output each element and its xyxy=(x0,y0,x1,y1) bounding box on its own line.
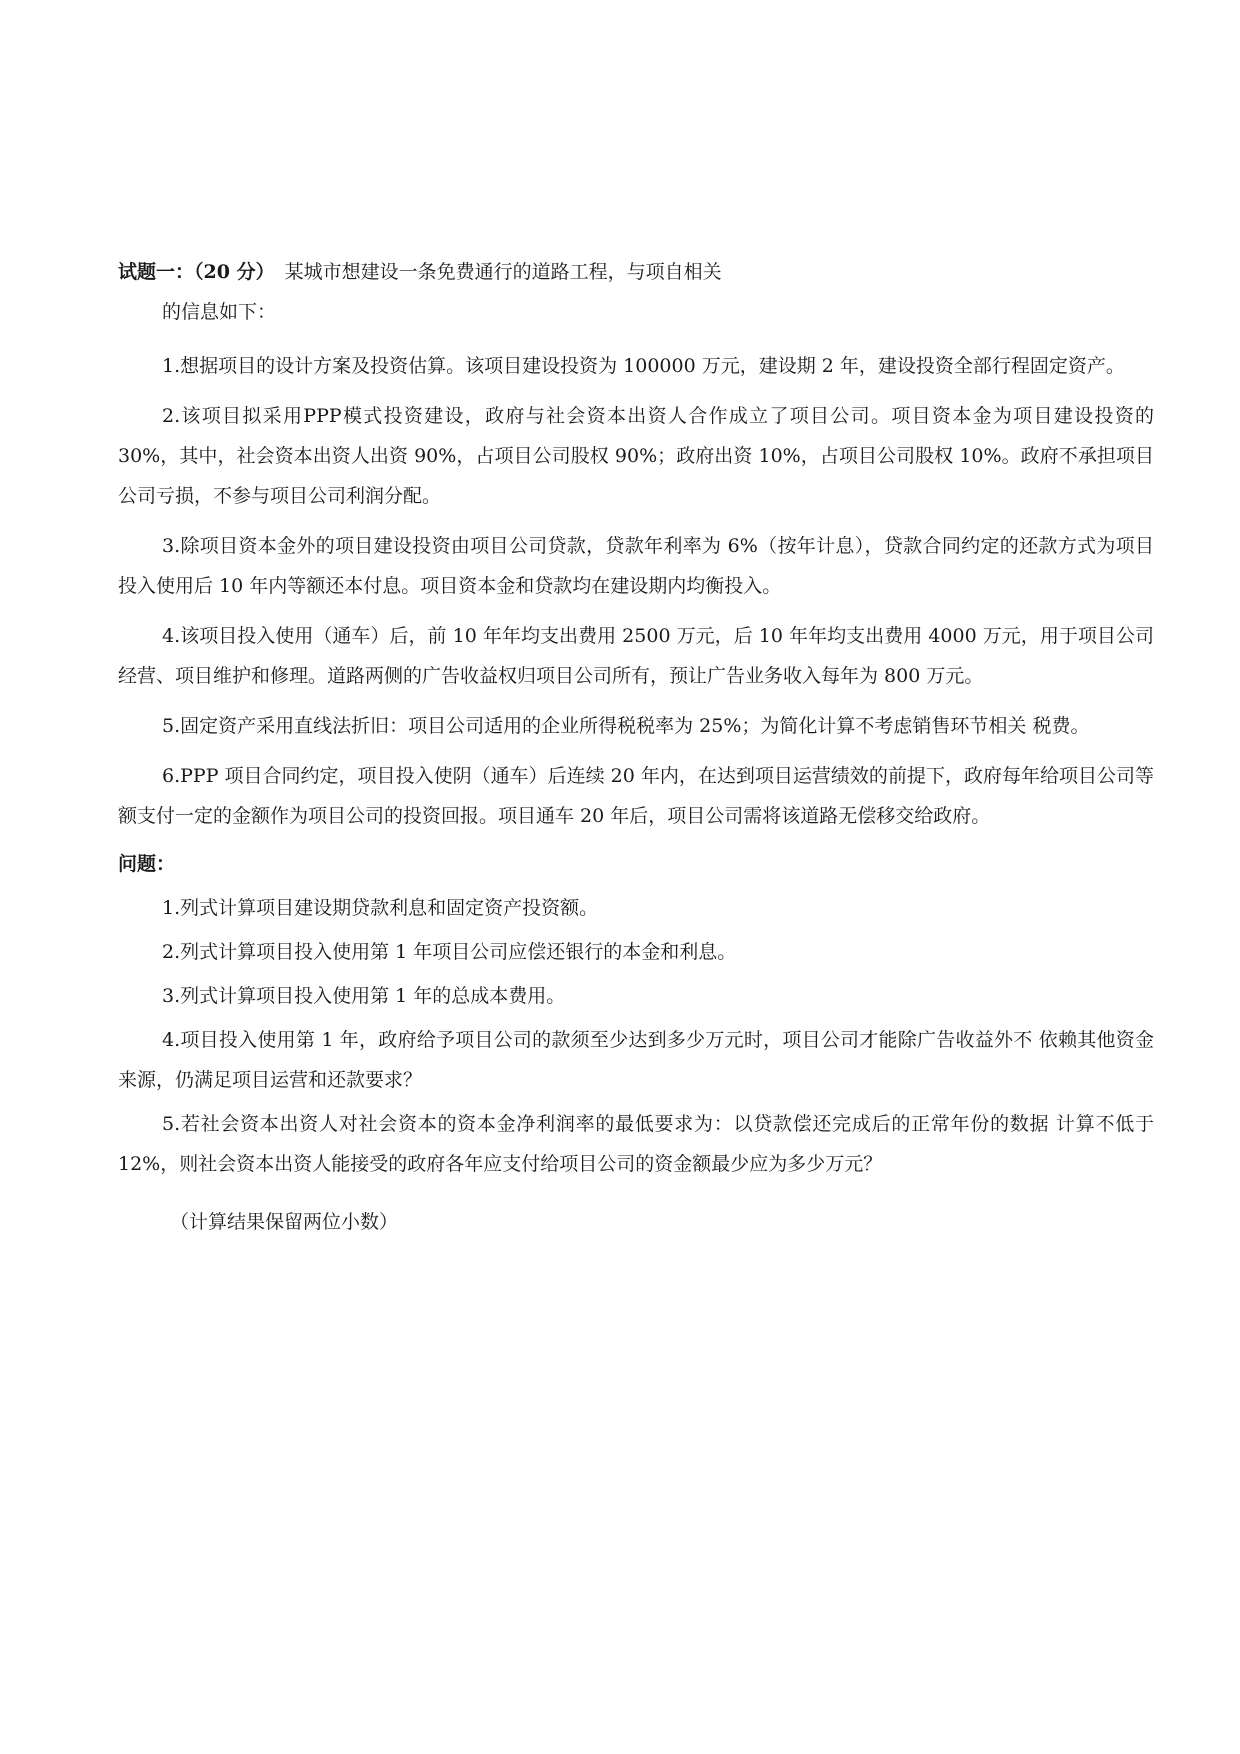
info-paragraph-5: 5.固定资产采用直线法折旧：项目公司适用的企业所得税税率为 25%；为简化计算不考虑销售环节相关 税费。 xyxy=(162,715,1090,737)
question-item-2: 2.列式计算项目投入使用第 1 年项目公司应偿还银行的本金和利息。 xyxy=(162,941,737,963)
question-item-4: 4.项目投入使用第 1 年，政府给予项目公司的款须至少达到多少万元时，项目公司才能除广告收益外不 依赖其他资金来源，仍满足项目运营和还款要求？ xyxy=(118,1029,1154,1091)
exam-page xyxy=(118,252,1154,1242)
rounding-note: （计算结果保留两位小数） xyxy=(170,1211,399,1233)
question-intro: 某城市想建设一条免费通行的道路工程，与项自相关 xyxy=(284,261,722,283)
question-heading xyxy=(118,252,1154,292)
info-paragraph-1: 1.想据项目的设计方案及投资估算。该项目建设投资为 100000 万元，建设期 2 年，建设投资全部行程固定资产。 xyxy=(162,355,1125,377)
question-item-3: 3.列式计算项目投入使用第 1 年的总成本费用。 xyxy=(162,985,566,1007)
info-paragraph-2: 2.该项目拟采用PPP模式投资建设，政府与社会资本出资人合作成立了项目公司。项目资本金为项目建设投资的 30%，其中，社会资本出资人出资 90%，占项目公司股权 90%；政府出资 10%，占项目公司股权 10%。政府不承担项目公司亏损，不参与项目公司利润分配。 xyxy=(118,405,1154,507)
question-item-5: 5.若社会资本出资人对社会资本的资本金净利润率的最低要求为：以贷款偿还完成后的正常年份的数据 计算不低于12%，则社会资本出资人能接受的政府各年应支付给项目公司的资金额最少应为多少万元？ xyxy=(118,1113,1154,1175)
question-score: （20 分） xyxy=(194,261,275,283)
question-item-1: 1.列式计算项目建设期贷款利息和固定资产投资额。 xyxy=(162,897,599,919)
questions-heading: 问题： xyxy=(118,853,176,875)
question-label: 试题一： xyxy=(118,261,195,283)
question-intro-continued: 的信息如下： xyxy=(162,301,277,323)
info-paragraph-3: 3.除项目资本金外的项目建设投资由项目公司贷款，贷款年利率为 6%（按年计息），贷款合同约定的还款方式为项目投入使用后 10 年内等额还本付息。项目资本金和贷款均在建设期内均衡投入。 xyxy=(118,535,1154,597)
info-paragraph-6: 6.PPP 项目合同约定，项目投入使阴（通车）后连续 20 年内，在达到项目运营绩效的前提下，政府每年给项目公司等额支付一定的金额作为项目公司的投资回报。项目通车 20 年后，项目公司需将该道路无偿移交给政府。 xyxy=(118,765,1154,827)
info-paragraph-4: 4.该项目投入使用（通车）后，前 10 年年均支出费用 2500 万元，后 10 年年均支出费用 4000 万元，用于项目公司经营、项目维护和修理。道路两侧的广告收益权归项目公司所有，预让广告业务收入每年为 800 万元。 xyxy=(118,625,1154,687)
